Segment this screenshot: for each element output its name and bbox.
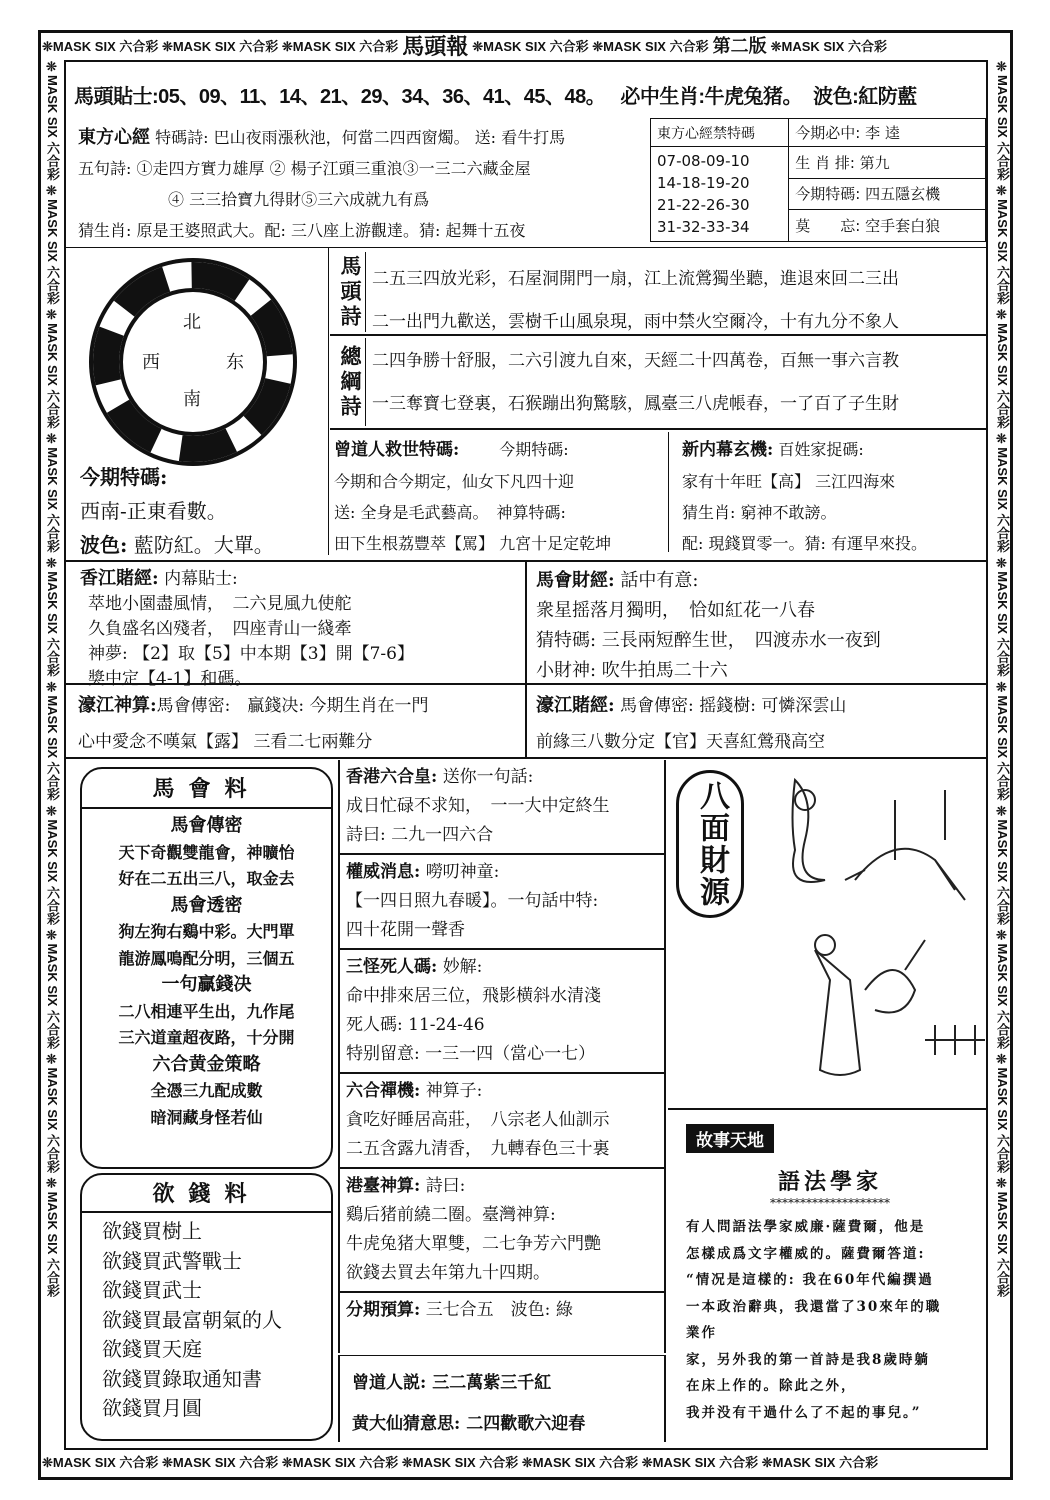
dongfang-line: 猜生肖: 原是王婆照武大。配: 三八座上游觀達。猜: 起舞十五夜 bbox=[78, 221, 526, 240]
mahui-liao-heading: 馬會傳密 bbox=[170, 815, 243, 836]
mid-section-sub: 妙解: bbox=[442, 957, 483, 977]
story-tag: 故事天地 bbox=[686, 1124, 774, 1153]
ban-header: 東方心經禁特碼 bbox=[651, 119, 789, 147]
edition-label: 第二版 bbox=[712, 36, 767, 57]
mid-section-line: 特别留意: 一三一四（當心一七） bbox=[346, 1044, 596, 1064]
yuqian-item: 欲錢買武士 bbox=[102, 1278, 202, 1302]
mid-section-line: 四十花開一聲香 bbox=[346, 920, 465, 940]
mid-section-line: 命中排來居三位，飛影横斜水清淺 bbox=[346, 986, 601, 1006]
mahui-liao-heading: 馬會透密 bbox=[170, 894, 243, 916]
story-title: 語法學家 bbox=[777, 1169, 882, 1195]
mahui-cai-section: 馬會財經: 話中有意: 衆星摇落月獨明， 恰如紅花一八春 猜特碼: 三長兩短醉生世， 四渡赤水一夜到 小財神: 吹牛拍馬二十六 bbox=[536, 570, 881, 681]
mahui-liao-line: 龍游鳳鳴配分明，三個五 bbox=[118, 948, 295, 968]
zodiac-label: 必中生肖: bbox=[620, 86, 705, 108]
mid-section-title: 港臺神算: bbox=[346, 1176, 421, 1196]
mid-section-header bbox=[346, 1296, 664, 1325]
mid-section-line: 成日忙碌不求知， 一一大中定終生 bbox=[346, 796, 610, 816]
top-strip bbox=[42, 34, 1010, 60]
ban-table bbox=[650, 118, 986, 242]
bottom-strip bbox=[42, 1450, 1010, 1476]
mid-section-sub: 詩曰: bbox=[425, 1176, 466, 1196]
mid-column bbox=[338, 760, 666, 1353]
huang-says: 黄大仙猜意思: 二四歡歌六迎春 bbox=[352, 1414, 586, 1434]
story-line: “情况是這樣的: 我在60年代編撰過 bbox=[686, 1272, 934, 1288]
mid-section-sub: 嘮叨神童: bbox=[425, 862, 500, 882]
mid-section-line: 詩曰: 二九一四六合 bbox=[346, 825, 494, 845]
neimu-section: 新内幕玄機: 百姓家捉碼: 家有十年旺【高】 三江四海來 猜生肖: 窮神不敢謗。 配: 現錢買零一。猜: 有運早來投。 bbox=[682, 440, 927, 553]
strip-text: ❊MASK SIX 六合彩 ❊MASK SIX 六合彩 ❊MASK SIX 六合彩 ❊MASK SIX 六合彩 ❊MASK SIX 六合彩 ❊MASK SIX 六合彩 ❊MASK SIX 六合彩 ❊MASK SIX 六合彩 ❊MASK SIX 六合彩 ❊MASK SIX 六合彩 bbox=[995, 60, 1010, 1298]
mid-section-title: 權威消息: bbox=[346, 862, 421, 882]
story-line: 我并没有干過什么了不起的事兒。” bbox=[686, 1404, 922, 1421]
poem1: 二五三四放光彩，石屋洞開門一扇，江上流鶯獨坐聽，進退來回二三出 二一出門九歡送，雲樹千山風泉現，雨中禁火空爾冷，十有九分不象人 bbox=[372, 269, 899, 332]
mid-section-sub: 神算子: bbox=[425, 1081, 483, 1101]
masthead-title: 馬頭報 bbox=[402, 34, 469, 60]
compass-west: 西 bbox=[142, 352, 160, 373]
mid-section bbox=[340, 853, 664, 948]
mid-section-header bbox=[346, 1077, 664, 1106]
ban-numbers: 07-08-09-10 14-18-19-20 21-22-26-30 31-32-33-34 bbox=[651, 147, 789, 242]
mid-section-line: 欲錢去買去年第九十四期。 bbox=[346, 1263, 550, 1283]
mid-section-header bbox=[346, 953, 664, 982]
info-cell: 莫 忘: 空手套白狼 bbox=[789, 210, 986, 242]
story-line: 業作 bbox=[686, 1325, 717, 1341]
sayings-box bbox=[338, 1355, 666, 1442]
story-line: 在床上作的。除此之外， bbox=[686, 1378, 857, 1394]
mid-section-line: 鷄后猪前繞二圈。臺灣神算: bbox=[346, 1205, 556, 1225]
mid-section-sub: 送你一句話: bbox=[442, 767, 534, 787]
mahui-liao-box: 馬會料 馬會傳密 天下奇觀雙龍會，神曠怡 好在二五出三八，取金去 馬會透密 狗左狗右鷄中彩。大門單 龍游鳳鳴配分明，三個五 一句贏錢决 二八相連平生出，九作尾 三六道童超夜路，十分開 六合黄金策略 全憑三九配成數 暗洞藏身怪若仙 bbox=[80, 767, 333, 1169]
yuqian-item: 欲錢買天庭 bbox=[102, 1337, 202, 1361]
story-line: 有人問語法學家威廉·薩費爾，他是 bbox=[686, 1219, 926, 1235]
mid-section-title: 香港六合皇: bbox=[346, 767, 438, 787]
mid-section-header bbox=[346, 1172, 664, 1201]
wave-value: 紅防藍 bbox=[858, 86, 917, 108]
dongfang-line: ④ 三三拾寶九得財⑤三六成就九有爲 bbox=[168, 190, 430, 209]
xiangjiang-section: 香江賭經: 内幕貼士: 萃地小園盡風情， 二六見風九使舵 久負盛名凶殘者， 四座青山一綫牽 神夢: 【2】取【5】中本期【3】開【7-6】 獎中定【4-1】和碼。 bbox=[80, 568, 414, 689]
mahui-liao-line: 狗左狗右鷄中彩。大門單 bbox=[118, 922, 295, 941]
story-body bbox=[686, 1214, 986, 1426]
yuqian-item: 欲錢買錄取通知書 bbox=[102, 1366, 262, 1391]
compass-icon bbox=[93, 262, 293, 462]
mid-section bbox=[340, 760, 664, 853]
dongfang-line: 特碼詩: 巴山夜雨漲秋池，何當二四西窗燭。 送: 看牛打馬 bbox=[155, 128, 566, 147]
compass-east: 东 bbox=[226, 352, 244, 373]
wave-label: 波色: bbox=[813, 86, 859, 108]
story-line: 家，另外我的第一首詩是我8歲時躺 bbox=[686, 1351, 930, 1368]
left-strip bbox=[40, 60, 64, 1450]
mid-section-line: 死人碼: 11-24-46 bbox=[346, 1015, 485, 1035]
yuqian-item: 欲錢買樹上 bbox=[102, 1219, 202, 1243]
mahui-liao-line: 全憑三九配成數 bbox=[150, 1081, 263, 1100]
mid-section-header bbox=[346, 858, 664, 887]
mid-section-line: 牛虎兔猪大單雙，二七争芳六門艷 bbox=[346, 1234, 601, 1254]
dongfang-section bbox=[78, 122, 648, 246]
story-line: 一本政治辭典，我還當了30來年的職 bbox=[686, 1298, 942, 1315]
compass-south: 南 bbox=[183, 389, 201, 410]
mid-section bbox=[340, 1291, 664, 1328]
story-divider: ******************** bbox=[770, 1196, 890, 1210]
mid-section bbox=[340, 948, 664, 1072]
zeng-section: 曾道人救世特碼: 今期特碼: 今期和合今期定，仙女下凡四十迎 送: 全身是毛武藝高。 神算特碼: 田下生根荔豐萃【罵】 九宮十足定乾坤 bbox=[334, 440, 612, 553]
special-section: 今期特碼: 西南-正東看數。 波色: 藍防紅。大單。 bbox=[80, 465, 274, 557]
mid-section-title: 三怪死人碼: bbox=[346, 957, 438, 977]
poem2-label: 總綱詩 bbox=[330, 338, 366, 426]
mahui-liao-heading: 一句贏錢决 bbox=[161, 974, 252, 995]
mid-section-sub: 三七合五 波色: 綠 bbox=[425, 1300, 573, 1320]
strip-text: ❊MASK SIX 六合彩 ❊MASK SIX 六合彩 ❊MASK SIX 六合彩 bbox=[42, 39, 399, 54]
strip-text: ❊MASK SIX 六合彩 bbox=[770, 39, 887, 54]
illustration-image bbox=[755, 770, 985, 1100]
zeng-says: 曾道人説: 三二萬紫三千紅 bbox=[352, 1373, 552, 1393]
yuqian-box: 欲錢料 欲錢買樹上 欲錢買武警戰士 欲錢買武士 欲錢買最富朝氣的人 欲錢買天庭 欲錢買錄取通知書 欲錢買月圓 bbox=[80, 1173, 333, 1441]
tips-numbers: 05、09、11、14、21、29、34、36、41、45、48。 bbox=[158, 86, 606, 108]
yuqian-item: 欲錢買月圓 bbox=[102, 1396, 202, 1420]
mid-section-title: 分期預算: bbox=[346, 1300, 421, 1320]
poem2: 二四争勝十舒服，二六引渡九自來，天經二十四萬卷，百無一事六言教 一三奪寶七登裏，石猴蹦出狗驚駭，鳳臺三八虎帳春，一了百了子生財 bbox=[372, 351, 899, 414]
mahui-liao-line: 好在二五出三八，取金去 bbox=[118, 869, 295, 888]
mahui-liao-line: 天下奇觀雙龍會，神曠怡 bbox=[118, 842, 295, 862]
compass-north: 北 bbox=[183, 312, 201, 333]
haojiang-du-section: 濠江賭經: 馬會傳密: 摇錢樹: 可憐深雲山 前緣三八數分定【官】天喜紅鶯飛高空 bbox=[536, 695, 847, 752]
poem1-label: 馬頭詩 bbox=[330, 252, 366, 332]
strip-text: ❊MASK SIX 六合彩 ❊MASK SIX 六合彩 bbox=[472, 39, 709, 54]
yuqian-item: 欲錢買最富朝氣的人 bbox=[102, 1307, 282, 1332]
mahui-liao-line: 暗洞藏身怪若仙 bbox=[150, 1107, 263, 1127]
info-cell: 生 肖 排: 第九 bbox=[789, 147, 986, 179]
mid-section-header bbox=[346, 763, 664, 792]
story-line: 怎樣成爲文字權威的。薩費爾答道: bbox=[686, 1245, 926, 1262]
dongfang-title: 東方心經 bbox=[78, 127, 150, 148]
info-cell: 今期特碼: 四五隱玄機 bbox=[789, 178, 986, 210]
strip-text: ❊MASK SIX 六合彩 ❊MASK SIX 六合彩 ❊MASK SIX 六合彩 ❊MASK SIX 六合彩 ❊MASK SIX 六合彩 ❊MASK SIX 六合彩 ❊MASK SIX 六合彩 ❊MASK SIX 六合彩 ❊MASK SIX 六合彩 ❊MASK SIX 六合彩 bbox=[45, 60, 60, 1298]
dongfang-line: 五句詩: ①走四方實力雄厚 ② 楊子江頭三重浪③一三二六藏金屋 bbox=[78, 159, 531, 178]
mid-section-line: 二五含露九清香， 九轉春色三十裏 bbox=[346, 1139, 610, 1159]
mid-section bbox=[340, 1072, 664, 1167]
bamian-badge: 八面財源 bbox=[676, 770, 744, 918]
mid-section bbox=[340, 1167, 664, 1291]
tips-label: 馬頭貼士: bbox=[74, 86, 159, 108]
haojiang-shen-section: 濠江神算:馬會傳密: 贏錢决: 今期生肖在一門 心中愛念不嘆氣【露】 三看二七兩難分 bbox=[78, 695, 429, 752]
mid-section-title: 六合禪機: bbox=[346, 1081, 421, 1101]
mahui-liao-line: 三六道童超夜路，十分開 bbox=[118, 1028, 295, 1047]
yuqian-item: 欲錢買武警戰士 bbox=[102, 1248, 242, 1273]
mid-section-line: 【一四日照九春暖】。一句話中特: bbox=[346, 891, 599, 911]
info-cell: 今期必中: 李 逵 bbox=[789, 119, 986, 147]
zodiac-value: 牛虎兔猪。 bbox=[704, 86, 803, 108]
tips-row bbox=[74, 80, 917, 109]
mid-section-line: 貪吃好睡居高莊， 八宗老人仙訓示 bbox=[346, 1110, 610, 1130]
mahui-liao-line: 二八相連平生出，九作尾 bbox=[118, 1001, 295, 1021]
strip-text: ❊MASK SIX 六合彩 ❊MASK SIX 六合彩 ❊MASK SIX 六合彩 ❊MASK SIX 六合彩 ❊MASK SIX 六合彩 ❊MASK SIX 六合彩 ❊MASK SIX 六合彩 bbox=[42, 1455, 879, 1470]
mahui-liao-heading: 六合黄金策略 bbox=[152, 1053, 261, 1075]
right-strip bbox=[990, 60, 1014, 1450]
